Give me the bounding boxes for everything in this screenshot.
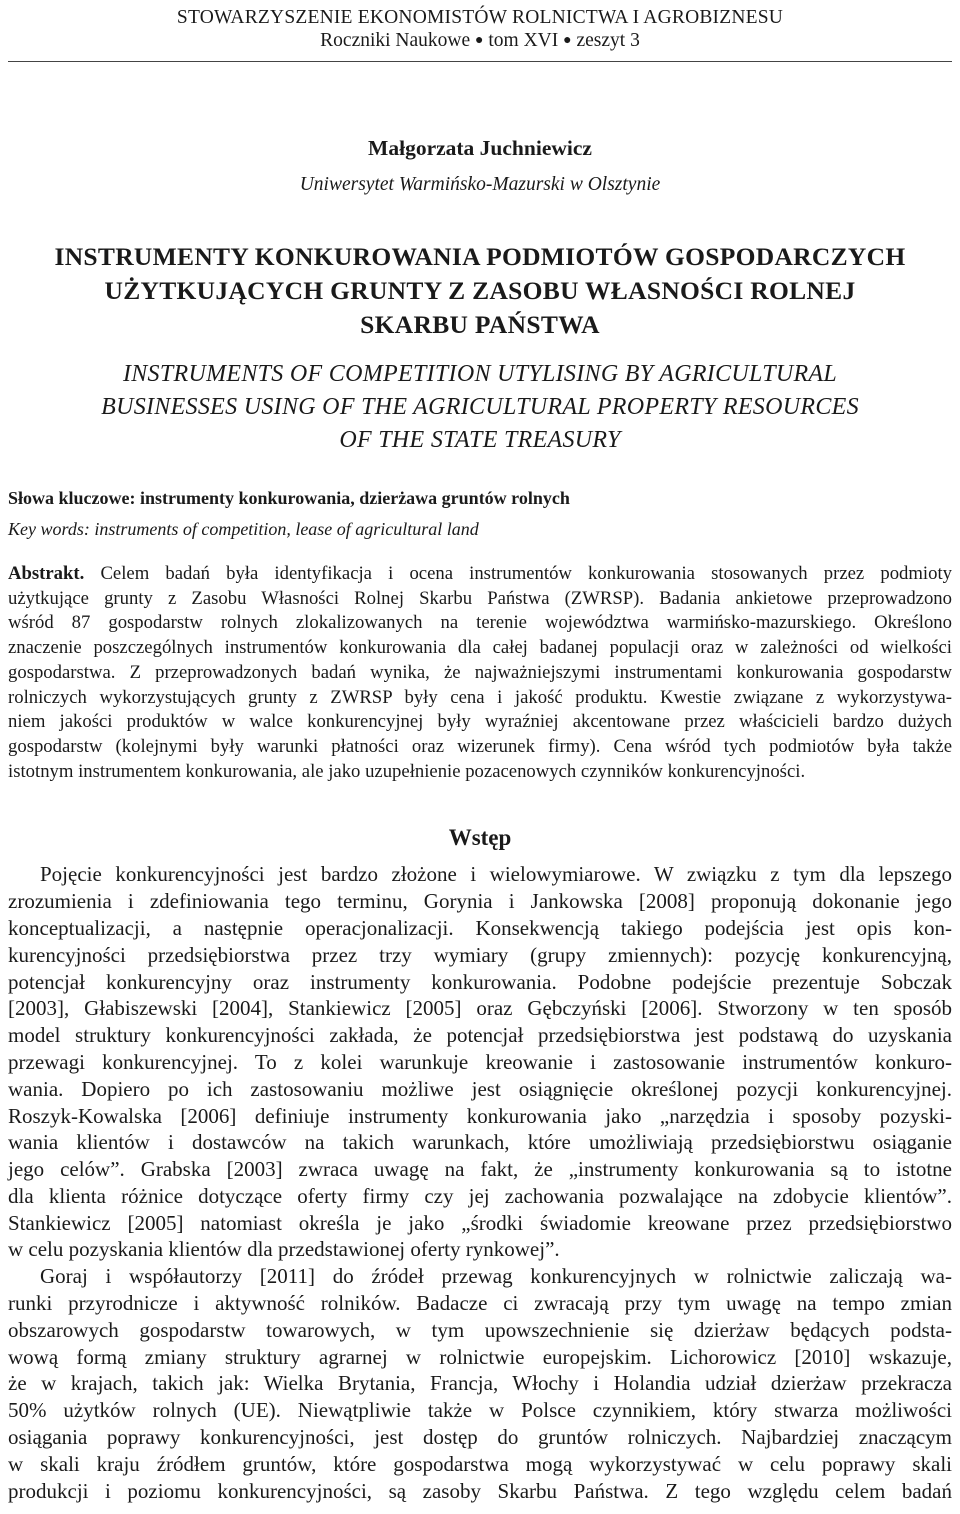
journal-volume: tom XVI <box>488 30 559 51</box>
body-line: w skali kraju źródłem gruntów, które gospodarstwa mogą wykorzystywać w celu poprawy skali <box>8 1451 952 1476</box>
body-line: [2003], Głabiszewski [2004], Stankiewicz [2005] oraz Gębczyński [2006]. Stworzony w ten sposób <box>8 996 952 1021</box>
body-line: Stankiewicz [2005] natomiast określa je jako „środki świadomie kreowane przez przedsiębiorstwo <box>8 1210 952 1235</box>
keywords-block <box>8 485 952 542</box>
body-line: wania klientów i dostawców na takich warunkach, które umożliwiają przedsiębiorstwu osiąganie <box>8 1130 952 1155</box>
journal-issue: zeszyt 3 <box>576 30 640 51</box>
title-english-line: BUSINESSES USING OF THE AGRICULTURAL PROPERTY RESOURCES <box>101 394 859 420</box>
abstract-line <box>8 562 952 587</box>
author-name: Małgorzata Juchniewicz <box>368 136 592 160</box>
body-line: runki przyrodnicze i aktywność rolników. Badacze ci zwracają przy tym uwagę na tempo zmian <box>8 1291 952 1316</box>
body-line: obszarowych gospodarstw towarowych, w tym upowszechnienie się dzierżaw będących podsta- <box>8 1317 952 1342</box>
body-line: produkcji i poziomu konkurencyjności, są zasoby Skarbu Państwa. Z tego względu celem badań <box>8 1478 952 1503</box>
title-polish-line: SKARBU PAŃSTWA <box>360 310 600 339</box>
title-polish-line: INSTRUMENTY KONKUROWANIA PODMIOTÓW GOSPODARCZYCH <box>54 242 906 271</box>
body-line: kurencyjności przedsiębiorstwa przez trzy wymiary (grupy zmiennych): pozycję konkurencyjną, <box>8 942 952 967</box>
body-line: przewagi konkurencyjnej. To z kolei warunkuje kreowanie i zastosowanie instrumentów konkuro- <box>8 1049 952 1074</box>
author-affiliation: Uniwersytet Warmińsko-Mazurski w Olsztynie <box>299 174 661 195</box>
abstract-line: niem jakości produktów w walce konkurencyjnej były wyraźniej akcentowane przez właścicieli bardzo dużych <box>8 711 952 733</box>
abstract-line: rolniczych wykorzystujących grunty z ZWRSP były cena i jakość produktu. Kwestie związane z wykorzystywa- <box>8 686 952 708</box>
body-line: że w krajach, takich jak: Wielka Brytania, Francja, Włochy i Holandia udział dzierżaw przekracza <box>8 1371 952 1396</box>
body-line: w celu pozyskania klientów dla przedstawionej oferty rynkowej”. <box>8 1237 560 1262</box>
abstract-line: gospodarstw (kolejnymi były warunki płatności oraz wizerunek firmy). Cena wśród tych podmiotów była także <box>8 735 952 757</box>
title-english-line: INSTRUMENTS OF COMPETITION UTYLISING BY AGRICULTURAL <box>122 361 838 387</box>
journal-name: Roczniki Naukowe <box>320 30 471 51</box>
title-polish-line: UŻYTKUJĄCYCH GRUNTY Z ZASOBU WŁASNOŚCI ROLNEJ <box>104 276 856 305</box>
body-line: Roszyk-Kowalska [2006] definiuje instrumenty konkurowania jako „narzędzia i sposoby pozyski- <box>8 1103 952 1128</box>
body-line: potencjał konkurencyjny oraz instrumenty konkurowania. Podobne podejście prezentuje Sobczak <box>8 969 952 994</box>
journal-info <box>8 29 952 52</box>
abstract-line: wśród 87 gospodarstw rolnych zlokalizowanych na terenie województwa warmińsko-mazurskiego. Określono <box>8 612 952 634</box>
body-line: model struktury konkurencyjności zakłada, że potencjał przedsiębiorstwa jest podstawą do uzyskania <box>8 1023 952 1048</box>
abstract-line: znaczenie poszczególnych instrumentów konkurowania dla całej badanej populacji oraz w zależności od wielkości <box>8 637 952 659</box>
body-line: osiągania poprawy konkurencyjności, jest dostęp do gruntów rolniczych. Najbardziej znaczącym <box>8 1425 952 1450</box>
body-line: 50% użytków rolnych (UE). Niewątpliwie także w Polsce czynnikiem, który stwarza możliwości <box>8 1398 952 1423</box>
title-english-line: OF THE STATE TREASURY <box>339 427 621 453</box>
title-english <box>8 358 952 457</box>
body-line: Pojęcie konkurencyjności jest bardzo złożone i wielowymiarowe. W związku z tym dla lepszego <box>40 862 952 887</box>
society-name: STOWARZYSZENIE EKONOMISTÓW ROLNICTWA I AGROBIZNESU <box>176 7 784 28</box>
body-line: konceptualizacji, a następnie operacjonalizacji. Konsekwencją takiego podejścia jest opis kon- <box>8 915 952 940</box>
abstract <box>8 562 952 784</box>
keywords-polish: Słowa kluczowe: instrumenty konkurowania, dzierżawa gruntów rolnych <box>8 488 570 508</box>
body-line: wania. Dopiero po ich zastosowaniu możliwe jest osiągnięcie określonej pozycji konkurencyjnej. <box>8 1076 952 1101</box>
body-line: jego celów”. Grabska [2003] zwraca uwagę na fakt, że „instrumenty konkurowania są to istotne <box>8 1157 952 1182</box>
abstract-label: Abstrakt. <box>8 563 85 584</box>
abstract-line: istotnym instrumentem konkurowania, ale jako uzupełnienie pozacenowych czynników konkurencyjności. <box>8 760 806 782</box>
body-line: wową formą zmiany struktury agrarnej w rolnictwie europejskim. Lichorowicz [2010] wskazuje, <box>8 1344 952 1369</box>
journal-header <box>8 0 952 62</box>
bullet-separator-icon: ● <box>563 33 572 48</box>
body-line: Goraj i współautorzy [2011] do źródeł przewag konkurencyjnych w rolnictwie zaliczają wa- <box>40 1264 952 1289</box>
body-line: dla klienta różnice dotyczące oferty firmy czy jej zachowania pozwalające na zdobycie klientów”. <box>8 1183 952 1208</box>
abstract-line: gospodarstwa. Z przeprowadzonych badań wynika, że najważniejszymi instrumentami konkurowania gospodarstw <box>8 661 952 683</box>
section-heading: Wstęp <box>448 825 512 851</box>
abstract-text: Celem badań była identyfikacja i ocena instrumentów konkurowania stosowanych przez podmioty <box>84 563 952 584</box>
keywords-english: Key words: instruments of competition, lease of agricultural land <box>8 519 479 539</box>
title-polish <box>8 240 952 342</box>
bullet-separator-icon: ● <box>475 33 484 48</box>
body-text <box>8 861 952 1504</box>
abstract-line: użytkujące grunty z Zasobu Własności Rolnej Skarbu Państwa (ZWRSP). Badania ankietowe przeprowadzono <box>8 587 952 609</box>
body-line: zrozumienia i zdefiniowania tego terminu, Gorynia i Jankowska [2008] proponują dokonanie jego <box>8 889 952 914</box>
